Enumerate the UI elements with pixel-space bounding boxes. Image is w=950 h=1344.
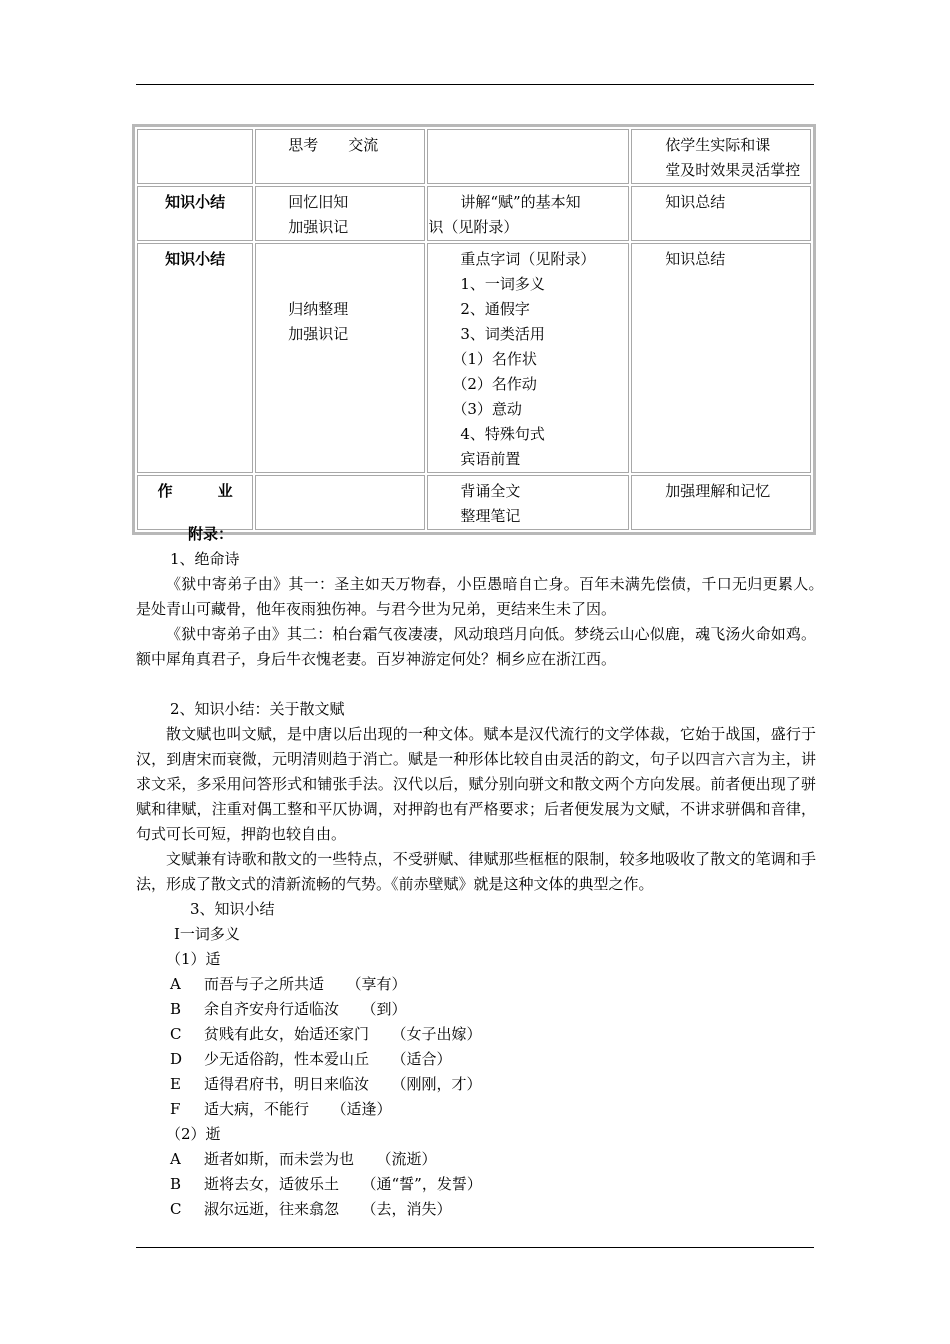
lesson-plan-table bbox=[132, 124, 816, 535]
group-item bbox=[136, 972, 816, 997]
section-3-title: 3、知识小结 bbox=[190, 900, 275, 918]
item-text: 少无适俗韵，性本爱山丘 （适合） bbox=[204, 1050, 452, 1068]
cell-line bbox=[288, 272, 424, 297]
item-key: C bbox=[170, 1200, 182, 1218]
appendix-section bbox=[136, 522, 832, 1222]
cell-line: 依学生实际和课 bbox=[665, 136, 771, 154]
item-key: D bbox=[170, 1050, 183, 1068]
group-item bbox=[136, 1147, 816, 1172]
section-2-title: 2、知识小结：关于散文赋 bbox=[170, 700, 345, 718]
item-key: E bbox=[170, 1075, 181, 1093]
table-row bbox=[137, 243, 811, 473]
group-item bbox=[136, 1022, 816, 1047]
table-cell bbox=[255, 243, 425, 473]
table-cell bbox=[427, 186, 629, 241]
essay-paragraph-1: 散文赋也叫文赋，是中唐以后出现的一种文体。赋本是汉代流行的文学体裁，它始于战国，盛行于汉，到唐宋而衰微，元明清则趋于消亡。赋是一种形体比较自由灵活的韵文，句子以四言六言为主，讲求文采，多采用问答形式和铺张手法。汉代以后，赋分别向骈文和散文两个方向发展。前者便出现了骈赋和律赋，注重对偶工整和平仄协调，对押韵也有严格要求；后者便发展为文赋，不讲求骈偶和音律，句式可长可短，押韵也较自由。 bbox=[136, 725, 816, 843]
cell-line: 加强识记 bbox=[288, 218, 349, 236]
cell-line: 2、通假字 bbox=[460, 300, 530, 318]
cell-line: （1）名作状 bbox=[452, 350, 537, 368]
item-text: 逝将去女，适彼乐土 （通“誓”，发誓） bbox=[204, 1175, 482, 1193]
table-cell bbox=[255, 129, 425, 184]
header-rule bbox=[136, 84, 814, 85]
table-cell bbox=[631, 186, 811, 241]
item-text: 适大病，不能行 （适逢） bbox=[204, 1100, 392, 1118]
poem-2: 《狱中寄弟子由》其二：柏台霜气夜凄凄，风动琅珰月向低。梦绕云山心似鹿，魂飞汤火命如鸡。额中犀角真君子，身后牛衣愧老妻。百岁神游定何处？桐乡应在浙江西。 bbox=[136, 625, 816, 668]
cell-line bbox=[288, 247, 424, 272]
group-title: （2）逝 bbox=[166, 1125, 221, 1143]
item-key: B bbox=[170, 1000, 182, 1018]
table-cell bbox=[631, 129, 811, 184]
group-item bbox=[136, 1047, 816, 1072]
footer-rule bbox=[136, 1247, 814, 1248]
cell-line: 作 业 bbox=[157, 482, 233, 500]
item-key: A bbox=[170, 975, 181, 993]
cell-line: 3、词类活用 bbox=[460, 325, 545, 343]
cell-line: 知识小结 bbox=[165, 250, 226, 268]
cell-line: 识（见附录） bbox=[428, 218, 519, 236]
table-cell bbox=[137, 186, 253, 241]
table-cell bbox=[255, 186, 425, 241]
cell-line: 回忆旧知 bbox=[288, 193, 349, 211]
section-3-subtitle: Ⅰ一词多义 bbox=[174, 925, 240, 943]
item-key: C bbox=[170, 1025, 182, 1043]
poem-1: 《狱中寄弟子由》其一：圣主如天万物春，小臣愚暗自亡身。百年未满先偿债，千口无归更累人。 是处青山可藏骨，他年夜雨独伤神。与君今世为兄弟，更结来生未了因。 bbox=[136, 575, 832, 618]
cell-line: 重点字词（见附录） bbox=[460, 250, 596, 268]
table-row bbox=[137, 186, 811, 241]
cell-line: 加强理解和记忆 bbox=[665, 482, 771, 500]
item-text: 而吾与子之所共适 （享有） bbox=[204, 975, 407, 993]
cell-line: 宾语前置 bbox=[460, 450, 521, 468]
item-text: 贫贱有此女，始适还家门 （女子出嫁） bbox=[204, 1025, 482, 1043]
group-item bbox=[136, 1172, 816, 1197]
table-cell bbox=[427, 243, 629, 473]
section-1-title: 1、绝命诗 bbox=[170, 550, 240, 568]
essay-paragraph-2: 文赋兼有诗歌和散文的一些特点，不受骈赋、律赋那些框框的限制，较多地吸收了散文的笔调和手法，形成了散文式的清新流畅的气势。《前赤壁赋》就是这种文体的典型之作。 bbox=[136, 850, 816, 893]
cell-line: 知识小结 bbox=[165, 193, 226, 211]
cell-line: 知识总结 bbox=[665, 250, 726, 268]
cell-line: 思考 交流 bbox=[288, 136, 379, 154]
item-key: B bbox=[170, 1175, 182, 1193]
item-key: A bbox=[170, 1150, 181, 1168]
item-text: 淑尔远逝，往来翕忽 （去，消失） bbox=[204, 1200, 452, 1218]
item-text: 余自齐安舟行适临汝 （到） bbox=[204, 1000, 407, 1018]
cell-line: 加强识记 bbox=[288, 325, 349, 343]
group-item bbox=[136, 1097, 816, 1122]
item-text: 逝者如斯，而未尝为也 （流逝） bbox=[204, 1150, 437, 1168]
cell-line: 归纳整理 bbox=[288, 300, 349, 318]
table-row bbox=[137, 129, 811, 184]
appendix-heading: 附录： bbox=[188, 525, 234, 543]
cell-line: 知识总结 bbox=[665, 193, 726, 211]
polysemy-groups bbox=[136, 947, 816, 1222]
cell-line: 1、一词多义 bbox=[460, 275, 545, 293]
cell-line: （3）意动 bbox=[452, 400, 522, 418]
group-title: （1）适 bbox=[166, 950, 221, 968]
item-text: 适得君府书，明日来临汝 （刚刚，才） bbox=[204, 1075, 482, 1093]
cell-line: 整理笔记 bbox=[460, 507, 521, 525]
group-item bbox=[136, 997, 816, 1022]
cell-line: 4、特殊句式 bbox=[460, 425, 545, 443]
group-item bbox=[136, 1072, 816, 1097]
cell-line: （2）名作动 bbox=[452, 375, 537, 393]
table-cell bbox=[427, 129, 629, 184]
cell-line: 背诵全文 bbox=[460, 482, 521, 500]
table-cell bbox=[137, 243, 253, 473]
item-key: F bbox=[170, 1100, 181, 1118]
cell-line: 堂及时效果灵活掌控 bbox=[665, 161, 801, 179]
cell-line: 讲解“赋”的基本知 bbox=[460, 193, 581, 211]
group-item bbox=[136, 1197, 816, 1222]
table-cell bbox=[137, 129, 253, 184]
table-cell bbox=[631, 243, 811, 473]
